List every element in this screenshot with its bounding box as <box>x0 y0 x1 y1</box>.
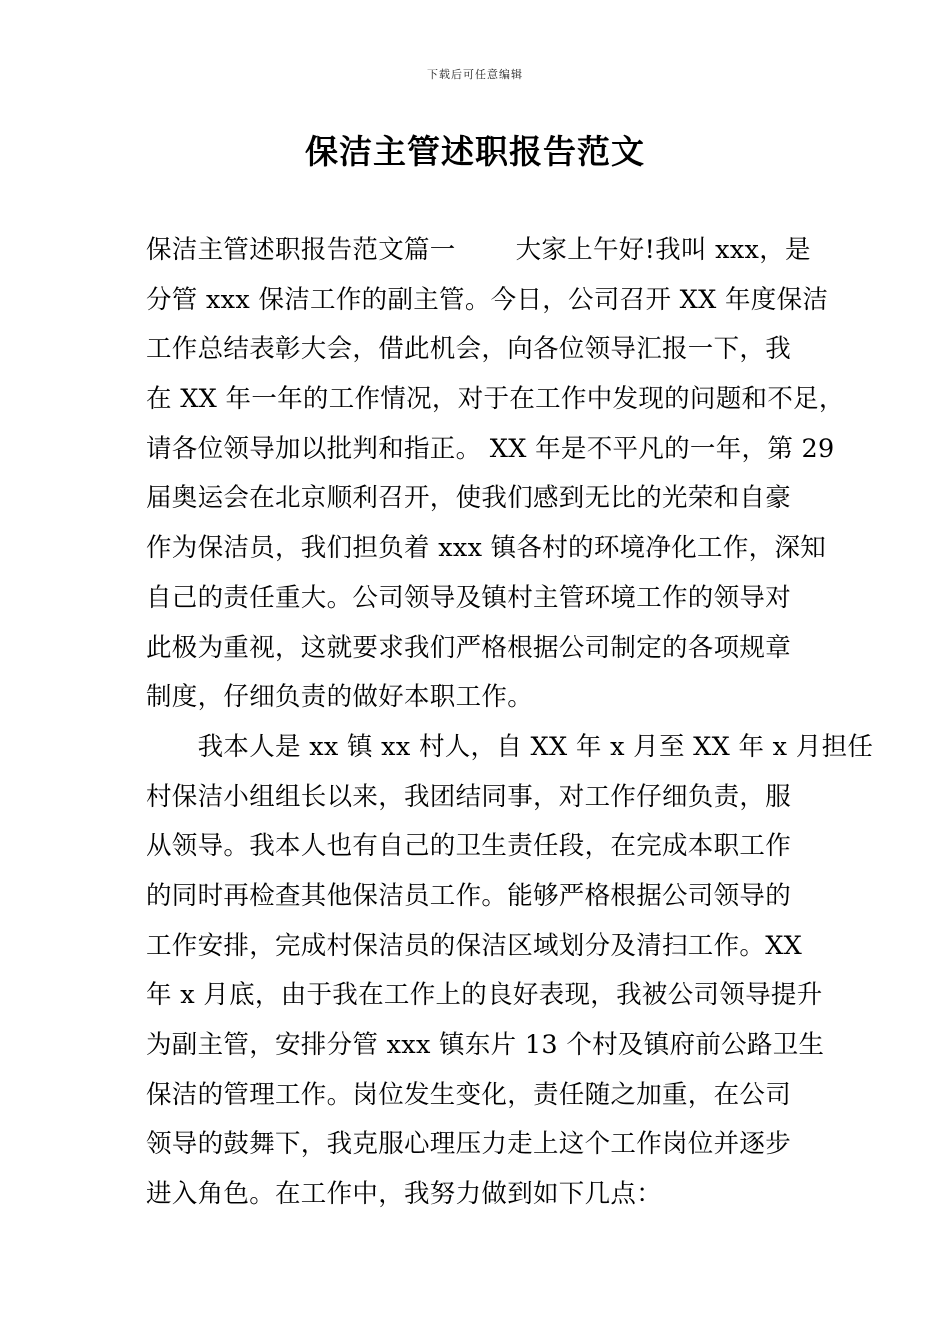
document-body <box>146 226 874 1220</box>
body-line: 在 XX 年一年的工作情况，对于在工作中发现的问题和不足， <box>146 384 845 415</box>
body-line: 从领导。我本人也有自己的卫生责任段，在完成本职工作 <box>146 831 792 862</box>
body-line: 我本人是 xx 镇 xx 村人，自 XX 年 x 月至 XX 年 x 月担任 <box>146 731 874 762</box>
body-line: 保洁的管理工作。岗位发生变化，责任随之加重，在公司 <box>146 1079 792 1110</box>
body-line: 为副主管，安排分管 xxx 镇东片 13 个村及镇府前公路卫生 <box>146 1030 825 1060</box>
body-line: 作为保洁员，我们担负着 xxx 镇各村的环境净化工作，深知 <box>146 533 827 564</box>
body-line: 工作安排，完成村保洁员的保洁区域划分及清扫工作。XX <box>146 930 803 961</box>
body-line: 年 x 月底，由于我在工作上的良好表现，我被公司领导提升 <box>146 980 823 1011</box>
body-line: 村保洁小组组长以来，我团结同事，对工作仔细负责，服 <box>146 781 792 812</box>
body-line: 分管 xxx 保洁工作的副主管。今日，公司召开 XX 年度保洁 <box>146 284 829 315</box>
body-line: 进入角色。在工作中，我努力做到如下几点： <box>146 1179 663 1210</box>
body-line: 请各位领导加以批判和指正。 XX 年是不平凡的一年，第 29 <box>146 433 835 464</box>
body-line: 此极为重视，这就要求我们严格根据公司制定的各项规章 <box>146 632 792 663</box>
body-line: 工作总结表彰大会，借此机会，向各位领导汇报一下，我 <box>146 334 792 365</box>
body-line: 自己的责任重大。公司领导及镇村主管环境工作的领导对 <box>146 582 792 613</box>
body-line: 的同时再检查其他保洁员工作。能够严格根据公司领导的 <box>146 880 792 911</box>
body-line: 届奥运会在北京顺利召开，使我们感到无比的光荣和自豪 <box>146 483 792 514</box>
body-line: 领导的鼓舞下，我克服心理压力走上这个工作岗位并逐步 <box>146 1129 792 1160</box>
page-header-note: 下载后可任意编辑 <box>427 68 523 81</box>
body-line: 制度，仔细负责的做好本职工作。 <box>146 682 534 713</box>
document-title: 保洁主管述职报告范文 <box>305 132 645 171</box>
body-line: 保洁主管述职报告范文篇一 大家上午好!我叫 xxx，是 <box>146 235 811 265</box>
